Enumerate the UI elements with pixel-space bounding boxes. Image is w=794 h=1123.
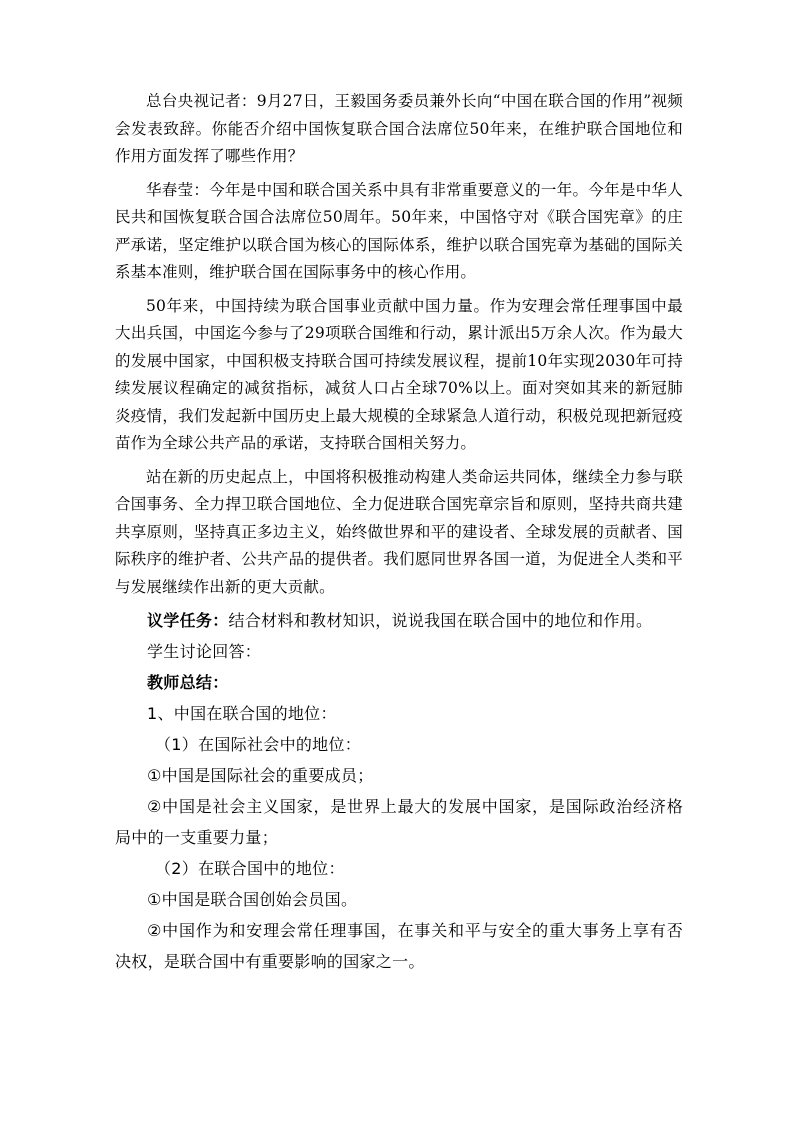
summary-sub-1-b: ②中国是社会主义国家，是世界上最大的发展中国家，是国际政治经济格局中的一支重要力量；	[115, 797, 683, 847]
material-paragraph-1: 总台央视记者：9月27日，王毅国务委员兼外长向“中国在联合国的作用”视频会发表致辞。你能否介绍中国恢复联合国合法席位50年来，在维护联合国地位和作用方面发挥了哪些作用？	[115, 92, 683, 165]
summary-point-1: 1、中国在联合国的地位：	[147, 704, 337, 723]
summary-sub-2-b: ②中国作为和安理会常任理事国，在事关和平与安全的重大事务上享有否决权，是联合国中有重要影响的国家之一。	[115, 921, 683, 971]
document-page	[115, 88, 683, 977]
summary-sub-1-a: ①中国是国际社会的重要成员；	[147, 766, 374, 785]
summary-sub-1: （1）在国际社会中的地位：	[155, 735, 362, 754]
material-paragraph-4: 站在新的历史起点上，中国将积极推动构建人类命运共同体，继续全力参与联合国事务、全力捍卫联合国地位、全力促进联合国宪章宗旨和原则，坚持共商共建共享原则，坚持真正多边主义，始终做世界和平的建设者、全球发展的贡献者、国际秩序的维护者、公共产品的提供者。我们愿同世界各国一道，为促进全人类和平与发展继续作出新的更大贡献。	[115, 467, 683, 596]
material-paragraph-3: 50年来，中国持续为联合国事业贡献中国力量。作为安理会常任理事国中最大出兵国，中国迄今参与了29项联合国维和行动，累计派出5万余人次。作为最大的发展中国家，中国积极支持联合国可持续发展议程，提前10年实现2030年可持续发展议程确定的减贫指标，减贫人口占全球70%以上。面对突如其来的新冠肺炎疫情，我们发起新中国历史上最大规模的全球紧急人道行动，积极兑现把新冠疫苗作为全球公共产品的承诺，支持联合国相关努力。	[115, 296, 683, 452]
summary-sub-2: （2）在联合国中的地位：	[155, 859, 345, 878]
material-paragraph-2: 华春莹：今年是中国和联合国关系中具有非常重要意义的一年。今年是中华人民共和国恢复联合国合法席位50周年。50年来，中国恪守对《联合国宪章》的庄严承诺，坚定维护以联合国为核心的国际体系，维护以联合国宪章为基础的国际关系基本准则，维护联合国在国际事务中的核心作用。	[115, 180, 683, 281]
teacher-summary-heading: 教师总结：	[147, 673, 229, 692]
summary-sub-2-a: ①中国是联合国创始会员国。	[147, 890, 358, 909]
student-discussion: 学生讨论回答：	[147, 642, 262, 661]
task-label: 议学任务：	[147, 611, 229, 630]
discussion-task	[115, 605, 683, 636]
task-text: 结合材料和教材知识，说说我国在联合国中的地位和作用。	[228, 611, 653, 630]
